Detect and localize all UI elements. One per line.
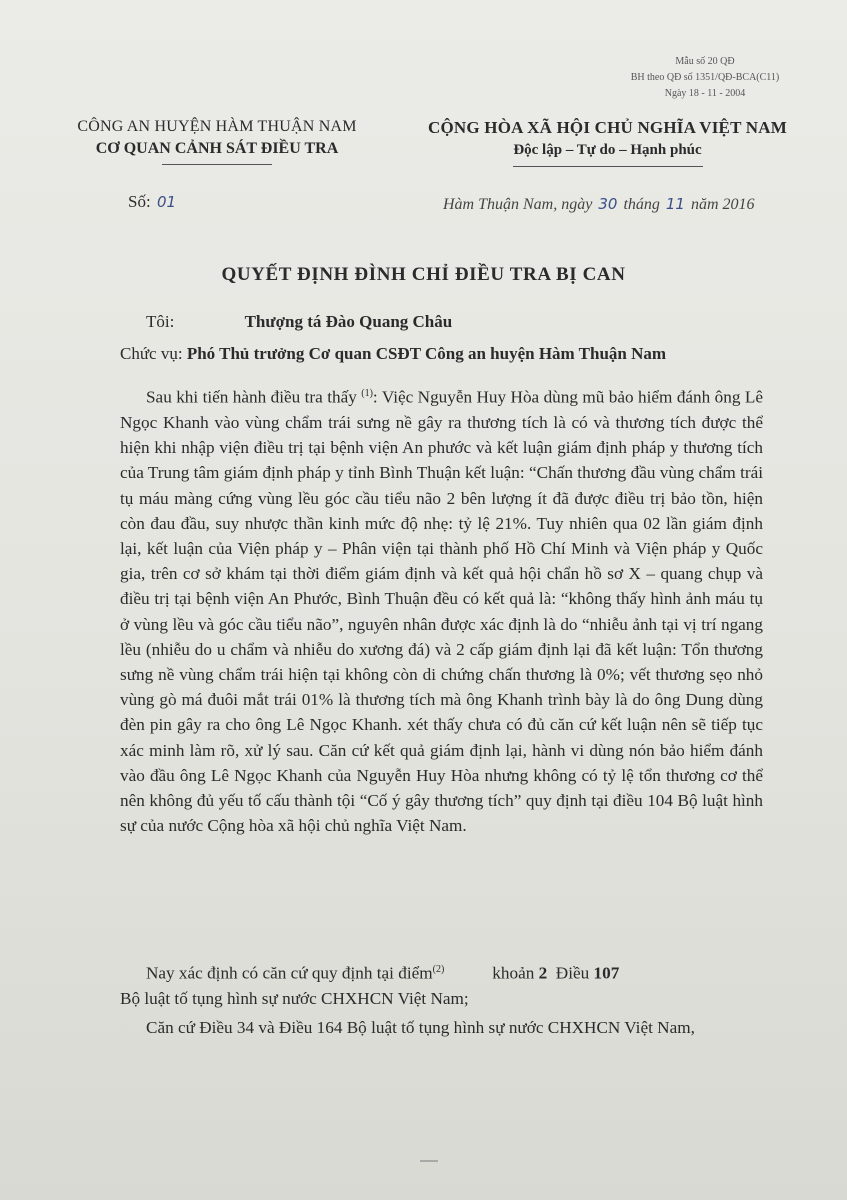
position-value: Phó Thủ trưởng Cơ quan CSĐT Công an huyện Hàm Thuận Nam — [186, 344, 667, 363]
form-number-block — [600, 54, 810, 102]
page-mark — [420, 1160, 438, 1162]
article-number: 107 — [593, 963, 620, 983]
document-title: QUYẾT ĐỊNH ĐÌNH CHỈ ĐIỀU TRA BỊ CAN — [221, 264, 626, 285]
footnote-marker-1: (1) — [361, 388, 373, 399]
date-year: năm 2016 — [690, 196, 755, 213]
legal-basis-articles: Căn cứ Điều 34 và Điều 164 Bộ luật tố tụng hình sự nước CHXHCN Việt Nam, — [146, 1018, 695, 1037]
issuer-label: Tôi: — [146, 312, 175, 331]
clause-number: 2 — [538, 963, 548, 983]
form-number: Mẫu số 20 QĐ — [675, 56, 735, 67]
national-title: CỘNG HÒA XÃ HỘI CHỦ NGHĨA VIỆT NAM — [428, 118, 787, 137]
form-issued-by: BH theo QĐ số 1351/QĐ-BCA(C11) — [630, 72, 780, 83]
national-motto: Độc lập – Tự do – Hạnh phúc — [513, 142, 702, 158]
findings-intro: Sau khi tiến hành điều tra thấy — [146, 387, 357, 407]
national-header — [405, 116, 810, 167]
date-month: 11 — [665, 195, 685, 213]
form-date: Ngày 18 - 11 - 2004 — [664, 88, 746, 99]
issuer-name: Thượng tá Đào Quang Châu — [244, 312, 453, 331]
agency-header — [52, 116, 382, 165]
legal-basis-prefix: Nay xác định có căn cứ quy định tại điểm — [146, 963, 433, 983]
document-date — [443, 195, 755, 214]
position-label: Chức vụ: — [120, 344, 183, 363]
legal-basis — [120, 957, 763, 1011]
document-number-label: Số: — [128, 192, 151, 211]
agency-name: CÔNG AN HUYỆN HÀM THUẬN NAM — [77, 118, 357, 135]
date-prefix: Hàm Thuận Nam, ngày — [443, 196, 593, 213]
document-number — [128, 192, 178, 212]
document-number-value: 01 — [156, 193, 177, 211]
date-month-label: tháng — [623, 196, 660, 213]
agency-department: CƠ QUAN CẢNH SÁT ĐIỀU TRA — [95, 140, 339, 157]
footnote-marker-2: (2) — [432, 964, 445, 975]
motto-underline — [513, 166, 703, 167]
legal-basis-line1 — [120, 957, 763, 986]
investigation-findings — [120, 381, 763, 838]
legal-basis-line2: Bộ luật tố tụng hình sự nước CHXHCN Việt Nam; — [120, 988, 469, 1008]
date-day: 30 — [598, 195, 618, 213]
issuer-line — [146, 312, 452, 332]
article-label: Điều — [555, 963, 590, 983]
agency-underline — [162, 164, 272, 165]
position-line — [120, 344, 666, 364]
findings-text: : Việc Nguyễn Huy Hòa dùng mũ bảo hiểm đánh ông Lê Ngọc Khanh vào vùng chẩm trái sưng nề gây ra thương tích là có và thương tích được thể hiện khi nhập viện điều trị tại bệnh viện An phước và kết luận giám định pháp y thương tích của Trung tâm giám định pháp y tỉnh Bình Thuận kết luận: “Chấn thương đầu vùng chẩm trái tụ máu màng cứng vùng lều góc cầu tiểu não 2 bên lượng ít đã được điều trị bảo tồn, hiện còn đau đầu, suy nhược thần kinh mức độ nhẹ: tỷ lệ 21%. Tuy nhiên qua 02 lần giám định lại, kết luận của Viện pháp y – Phân viện tại thành phố Hồ Chí Minh và Viện pháp y Quốc gia, trên cơ sở khám tại thời điểm giám định và kết quả hội chẩn hồ sơ X – quang chụp và điều trị tại bệnh viện An Phước, Bình Thuận đều có kết quả là: “không thấy hình ảnh máu tụ ở vùng lều và góc cầu tiểu não”, nguyên nhân được xác định là do “nhiễu ảnh tại vị trí ngang lều (nhiễu do u chẩm và nhiễu do xương đá) và 2 cấp giám định lại đã kết luận: Tổn thương sưng nề vùng chẩm trái hiện tại không còn di chứng chấn thương là 0%; vết thương sẹo nhỏ vùng gò má đuôi mắt trái 01% là thương tích mà ông Khanh trình bày là do ông Dung dùng đèn pin gây ra cho ông Lê Ngọc Khanh. xét thấy chưa có đủ căn cứ kết luận nên sẽ tiếp tục xác minh làm rõ, xử lý sau. Căn cứ kết quả giám định lại, hành vi dùng nón bảo hiểm đánh vào đầu ông Lê Ngọc Khanh của Nguyễn Huy Hòa nhưng không có tỷ lệ tổn thương cơ thể nên không đủ yếu tố cấu thành tội “Cố ý gây thương tích” quy định tại điều 104 Bộ luật hình sự của nước Cộng hòa xã hội chủ nghĩa Việt Nam. — [120, 387, 763, 836]
clause-label: khoản — [492, 963, 535, 983]
